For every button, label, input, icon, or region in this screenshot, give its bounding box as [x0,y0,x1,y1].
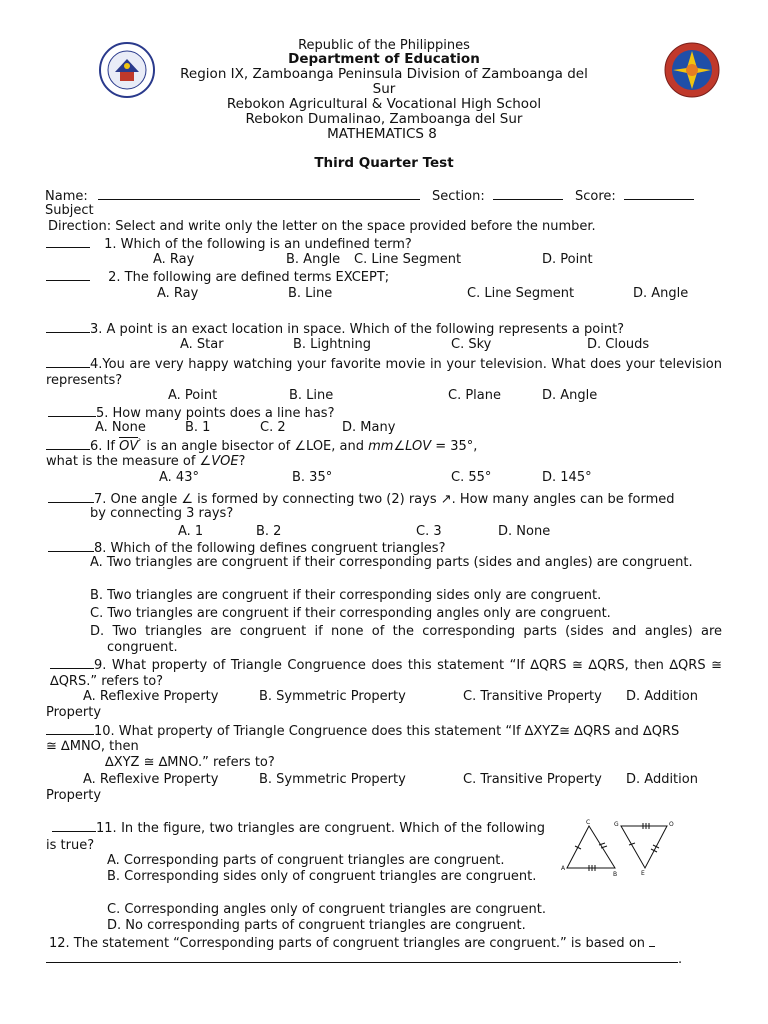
q8-choice-c: C. Two triangles are congruent if their corresponding angles only are congruent. [90,606,611,621]
score-field[interactable] [624,187,694,200]
answer-blank-5[interactable] [48,404,96,417]
question-2 [46,268,389,286]
header-line-region: Region IX, Zamboanga Peninsula Division of Zamboanga del [180,66,588,82]
congruent-triangles-figure [555,818,680,878]
question-6-line2-math: ∠VOE [199,454,239,469]
q9-choice-c: C. Transitive Property [463,689,602,704]
q3-choice-d: D. Clouds [587,337,650,352]
q2-choice-a: A. Ray [157,286,199,301]
fig-label-g: G [614,821,619,828]
fig-label-o: O [669,821,674,828]
question-6-line2-post: ? [238,454,246,469]
q1-choice-b: B. Angle [286,252,341,267]
q10-choice-b: B. Symmetric Property [259,772,406,787]
header-line-subject: MATHEMATICS 8 [327,126,437,142]
answer-blank-4[interactable] [46,355,90,368]
question-12-end: . [678,952,683,967]
q1-choice-c: C. Line Segment [354,252,462,267]
q1-choice-a: A. Ray [153,252,195,267]
question-6-line2-pre: what is the measure of [46,454,200,469]
triangle-goe [621,826,667,868]
q3-choice-b: B. Lightning [293,337,371,352]
subject-label: Subject [45,203,94,218]
q2-choice-c: C. Line Segment [467,286,575,301]
question-3 [46,320,624,338]
question-12-line [46,950,682,968]
section-label: Section: [432,189,485,204]
q2-choice-d: D. Angle [633,286,689,301]
question-9 [46,656,722,690]
answer-blank-12-start[interactable] [649,934,655,947]
answer-blank-8[interactable] [48,539,94,552]
q9-choice-d: D. Addition [626,689,698,704]
q11-choice-d: D. No corresponding parts of congruent triangles are congruent. [107,918,526,933]
q6-choice-d: D. 145° [542,470,592,485]
question-9-text: 9. What property of Triangle Congruence does this statement “If ∆QRS ≅ ∆QRS, then ∆QRS ≅ ∆QRS.” refers to? [50,658,722,689]
answer-blank-1[interactable] [46,235,90,248]
question-10-text: 10. What property of Triangle Congruence does this statement “If ∆XYZ≅ ∆QRS and ∆QRS [94,724,680,739]
header-line-address: Rebokon Dumalinao, Zamboanga del Sur [245,111,523,127]
q10-choice-d: D. Addition [626,772,698,787]
question-6-math: mm∠LOV [368,439,432,454]
answer-blank-10[interactable] [46,722,94,735]
question-6-line2 [46,454,245,470]
q1-choice-d: D. Point [542,252,593,267]
question-4 [46,355,722,389]
question-6-pre: 6. If [90,439,115,454]
answer-blank-2[interactable] [46,268,90,281]
question-6 [46,437,477,455]
q8-choice-d [90,624,722,656]
fig-label-b: B [613,871,618,878]
q8-choice-a-text: A. Two triangles are congruent if their corresponding parts (sides and angles) are congruent. [90,555,693,570]
q10-choice-d-cont: Property [46,788,102,803]
question-6-mid: is an angle bisector of ∠LOE, and [142,439,369,454]
answer-blank-9[interactable] [50,656,94,669]
q6-choice-a: A. 43° [159,470,199,485]
q5-choice-d: D. Many [342,420,396,435]
answer-blank-12[interactable] [46,950,678,963]
question-12-text: 12. The statement “Corresponding parts of congruent triangles are congruent.” is based on [49,936,646,951]
q5-choice-b: B. 1 [185,420,211,435]
question-11 [46,819,545,854]
question-4-text: 4.You are very happy watching your favorite movie in your television. What does your television represents? [46,357,722,388]
q4-choice-a: A. Point [168,388,218,403]
q8-choice-b: B. Two triangles are congruent if their corresponding sides only are congruent. [90,588,602,603]
question-1-text: 1. Which of the following is an undefined term? [104,237,412,252]
fig-label-e: E [641,870,645,877]
q8-choice-a [90,555,722,571]
question-3-text: 3. A point is an exact location in space. Which of the following represents a point? [90,322,625,337]
q7-choice-d: D. None [498,524,551,539]
q11-choice-b: B. Corresponding sides only of congruent triangles are congruent. [107,869,537,884]
header-line-region-cont: Sur [372,81,396,97]
header-line-deped: Department of Education [288,51,480,67]
question-11-text: 11. In the figure, two triangles are congruent. Which of the following is true? [46,821,545,853]
q4-choice-c: C. Plane [448,388,501,403]
question-10-cont: ≅ ∆MNO, then [46,739,139,754]
question-8-text: 8. Which of the following defines congruent triangles? [94,541,446,556]
answer-blank-11[interactable] [52,819,96,832]
question-5-text: 5. How many points does a line has? [96,406,335,421]
direction: Direction: Select and write only the letter on the space provided before the number. [48,219,596,234]
score-label: Score: [574,189,616,204]
answer-blank-7[interactable] [48,490,94,503]
form-line [45,187,694,205]
q9-choice-d-cont: Property [46,705,102,720]
section-field[interactable] [493,187,563,200]
ray-ov [119,435,142,455]
ray-arrowhead: › [138,435,142,444]
name-label: Name: [45,189,88,204]
q6-choice-c: C. 55° [451,470,492,485]
test-title: Third Quarter Test [314,155,454,171]
question-10-cont2: ∆XYZ ≅ ∆MNO.” refers to? [105,755,275,770]
q7-choice-b: B. 2 [256,524,282,539]
header-line-school: Rebokon Agricultural & Vocational High School [226,96,542,112]
question-7-cont: by connecting 3 rays? [90,506,234,521]
ray-bar [119,437,138,438]
q2-choice-b: B. Line [288,286,333,301]
q4-choice-b: B. Line [289,388,334,403]
q11-choice-a: A. Corresponding parts of congruent triangles are congruent. [107,853,505,868]
q5-choice-a: A. None [95,420,146,435]
question-1 [46,235,412,253]
q5-choice-c: C. 2 [260,420,286,435]
q10-choice-c: C. Transitive Property [463,772,602,787]
fig-label-a: A [561,865,566,872]
q6-choice-b: B. 35° [292,470,333,485]
fig-label-c: C [586,819,591,826]
q9-choice-b: B. Symmetric Property [259,689,406,704]
q10-choice-a: A. Reflexive Property [83,772,219,787]
triangle-abc [567,826,615,868]
answer-blank-6[interactable] [46,437,90,450]
q4-choice-d: D. Angle [542,388,598,403]
question-7-text: 7. One angle ∠ is formed by connecting two (2) rays ↗. How many angles can be formed [94,492,675,507]
ray-text: OV [119,439,139,454]
question-2-text: 2. The following are defined terms EXCEPT; [108,270,390,285]
q7-choice-c: C. 3 [416,524,442,539]
q9-choice-a: A. Reflexive Property [83,689,219,704]
question-6-post: = 35°, [431,439,478,454]
answer-blank-3[interactable] [46,320,90,333]
q7-choice-a: A. 1 [178,524,204,539]
q3-choice-a: A. Star [180,337,224,352]
question-10 [46,722,679,740]
header-line-republic: Republic of the Philippines [298,38,470,53]
q3-choice-c: C. Sky [451,337,492,352]
name-field[interactable] [98,187,420,200]
q8-choice-d-text: D. Two triangles are congruent if none of the corresponding parts (sides and angles) are congruent. [90,624,722,655]
q11-choice-c: C. Corresponding angles only of congruent triangles are congruent. [107,902,546,917]
